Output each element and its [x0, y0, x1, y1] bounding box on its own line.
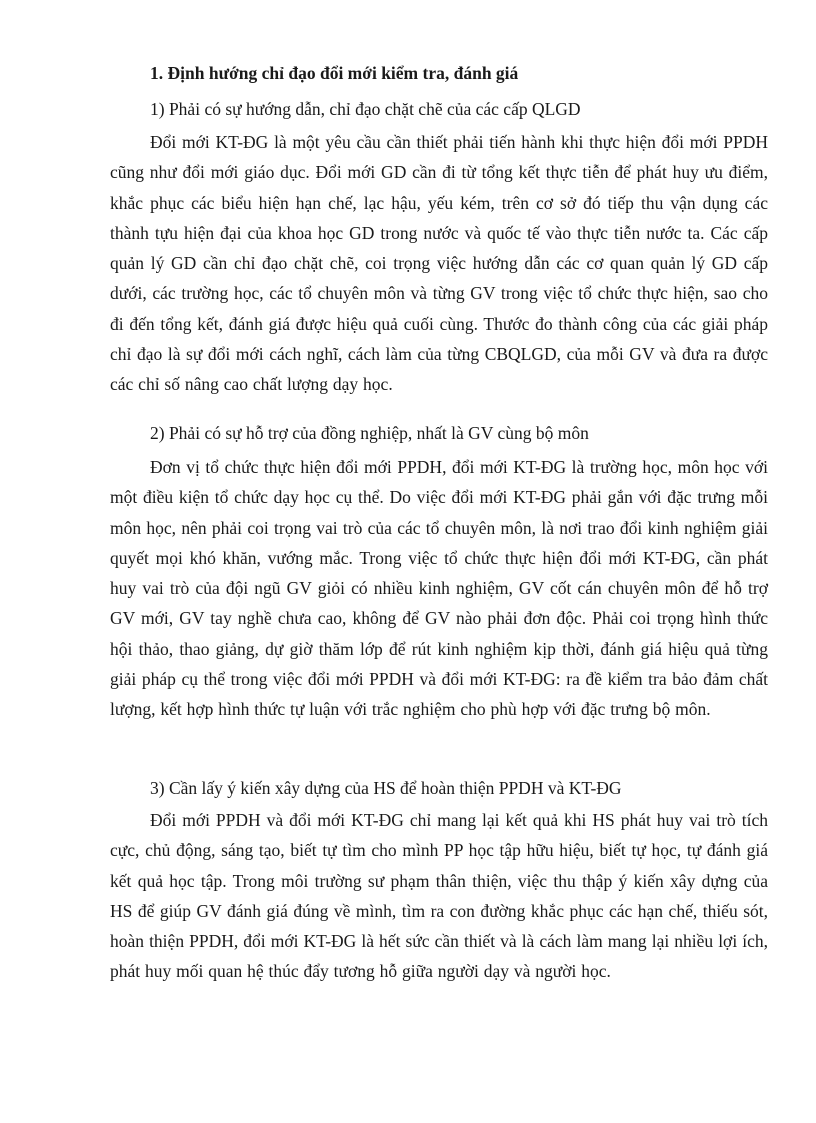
subheading-1: 1) Phải có sự hướng dẫn, chỉ đạo chặt chẽ của các cấp QLGD — [150, 99, 581, 119]
paragraph-3: Đổi mới PPDH và đổi mới KT-ĐG chỉ mang lại kết quả khi HS phát huy vai trò tích cực, chủ động, sáng tạo, biết tự tìm cho mình PP học tập hữu hiệu, biết tự học, tự đánh giá kết quả học tập. Trong môi trường sư phạm thân thiện, việc thu thập ý kiến xây dựng của HS để giúp GV đánh giá đúng về mình, tìm ra con đường khắc phục các hạn chế, thiếu sót, hoàn thiện PPDH, đổi mới KT-ĐG là hết sức cần thiết và là cách làm mang lại nhiều lợi ích, phát huy mối quan hệ thúc đẩy tương hỗ giữa người dạy và người học. — [110, 810, 768, 982]
subheading-2: 2) Phải có sự hỗ trợ của đồng nghiệp, nhất là GV cùng bộ môn — [150, 423, 589, 443]
paragraph-1: Đổi mới KT-ĐG là một yêu cầu cần thiết phải tiến hành khi thực hiện đổi mới PPDH cũng như đổi mới giáo dục. Đổi mới GD cần đi từ tổng kết thực tiễn để phát huy ưu điểm, khắc phục các biểu hiện hạn chế, lạc hậu, yếu kém, trên cơ sở đó tiếp thu vận dụng các thành tựu hiện đại của khoa học GD trong nước và quốc tế vào thực tiễn nước ta. Các cấp quản lý GD cần chỉ đạo chặt chẽ, coi trọng việc hướng dẫn các cơ quan quản lý GD cấp dưới, các trường học, các tổ chuyên môn và từng GV trong việc tổ chức thực hiện, sao cho đi đến tổng kết, đánh giá được hiệu quả cuối cùng. Thước đo thành công của các giải pháp chỉ đạo là sự đổi mới cách nghĩ, cách làm của từng CBQLGD, của mỗi GV và đưa ra được các chỉ số nâng cao chất lượng dạy học. — [110, 132, 768, 395]
paragraph-2: Đơn vị tổ chức thực hiện đổi mới PPDH, đổi mới KT-ĐG là trường học, môn học với một điều kiện tổ chức dạy học cụ thể. Do việc đổi mới KT-ĐG phải gắn với đặc trưng mỗi môn học, nên phải coi trọng vai trò của các tổ chuyên môn, là nơi trao đổi kinh nghiệm giải quyết mọi khó khăn, vướng mắc. Trong việc tổ chức thực hiện đổi mới KT-ĐG, cần phát huy vai trò của đội ngũ GV giỏi có nhiều kinh nghiệm, GV cốt cán chuyên môn để hỗ trợ GV mới, GV tay nghề chưa cao, không để GV nào phải đơn độc. Phải coi trọng hình thức hội thảo, thao giảng, dự giờ thăm lớp để rút kinh nghiệm kịp thời, đánh giá hiệu quả từng giải pháp cụ thể trong việc đổi mới PPDH và đổi mới KT-ĐG: ra đề kiểm tra bảo đảm chất lượng, kết hợp hình thức tự luận với trắc nghiệm cho phù hợp với đặc trưng bộ môn. — [110, 457, 768, 720]
subheading-3: 3) Cần lấy ý kiến xây dựng của HS để hoàn thiện PPDH và KT-ĐG — [150, 778, 622, 798]
section-heading: 1. Định hướng chỉ đạo đổi mới kiểm tra, đánh giá — [150, 63, 519, 83]
